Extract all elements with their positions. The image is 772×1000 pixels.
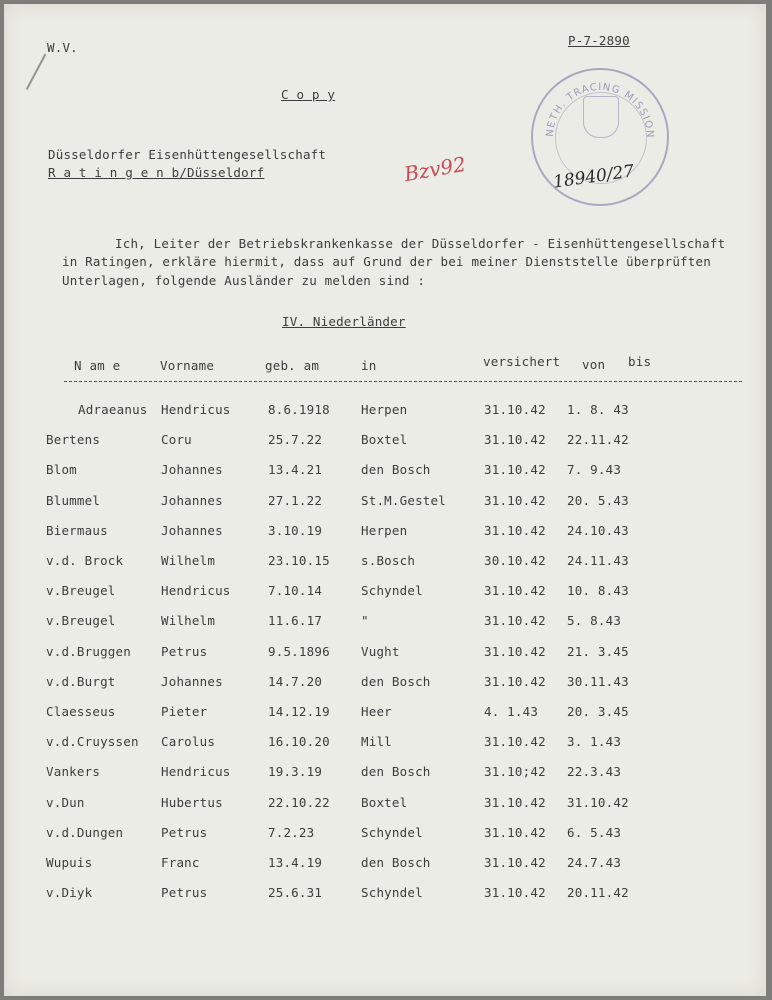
surname-cell: v.d.Burgt (46, 673, 116, 689)
place-cell: Schyndel (361, 824, 423, 840)
col-header-bis: bis (628, 354, 652, 369)
red-handwritten-mark: Bzv92 (402, 151, 468, 187)
insured-until-cell: 10. 8.43 (567, 583, 629, 599)
surname-cell: Vankers (46, 764, 101, 780)
surname-cell: v.d.Cruyssen (46, 734, 139, 750)
place-cell: Mill (361, 734, 392, 750)
surname-cell: Claesseus (46, 704, 116, 719)
surname-cell: v.d.Bruggen (46, 643, 131, 659)
company-location: R a t i n g e n b/Düsseldorf (48, 165, 265, 180)
insured-until-cell: 21. 3.45 (567, 643, 629, 659)
insured-from-cell: 31.10.42 (484, 462, 546, 478)
insured-until-cell: 6. 5.43 (567, 824, 622, 840)
insured-until-cell: 7. 9.43 (567, 462, 622, 478)
surname-cell: Adraeanus (78, 402, 148, 417)
birthdate-cell: 7.10.14 (268, 583, 323, 599)
insured-from-cell: 31.10.42 (484, 402, 546, 417)
place-cell: Schyndel (361, 885, 423, 901)
birthdate-cell: 14.7.20 (268, 673, 323, 689)
vorname-cell: Petrus (161, 824, 208, 840)
insured-from-cell: 31.10.42 (484, 734, 546, 750)
surname-cell: Blummel (46, 492, 101, 508)
insured-from-cell: 31.10.42 (484, 522, 546, 538)
insured-until-cell: 20. 3.45 (567, 704, 629, 719)
surname-cell: v.Dun (46, 794, 85, 810)
surname-cell: v.Breugel (46, 613, 116, 629)
birthdate-cell: 27.1.22 (268, 492, 323, 508)
vorname-cell: Petrus (161, 885, 208, 901)
insured-until-cell: 3. 1.43 (567, 734, 622, 750)
insured-from-cell: 30.10.42 (484, 553, 546, 568)
vorname-cell: Pieter (161, 704, 208, 719)
place-cell: Schyndel (361, 583, 423, 599)
insured-from-cell: 31.10.42 (484, 885, 546, 901)
vorname-cell: Hendricus (161, 583, 231, 599)
insured-until-cell: 24.7.43 (567, 855, 622, 870)
intro-line-3: Unterlagen, folgende Ausländer zu melden sind : (62, 273, 426, 288)
insured-from-cell: 31.10.42 (484, 855, 546, 870)
intro-line-1: Ich, Leiter der Betriebskrankenkasse der Düsseldorfer - Eisenhüttengesellschaft (115, 236, 726, 251)
insured-from-cell: 31.10.42 (484, 824, 546, 840)
insured-from-cell: 31.10.42 (484, 583, 546, 599)
place-cell: s.Bosch (361, 553, 416, 568)
surname-cell: Biermaus (46, 522, 108, 538)
insured-until-cell: 24.10.43 (567, 522, 629, 538)
birthdate-cell: 13.4.19 (268, 855, 323, 870)
place-cell: " (361, 613, 369, 629)
place-cell: Herpen (361, 522, 408, 538)
insured-from-cell: 31.10.42 (484, 613, 546, 629)
vorname-cell: Johannes (161, 673, 223, 689)
vorname-cell: Franc (161, 855, 200, 870)
wv-label: W.V. (47, 40, 78, 55)
surname-cell: Blom (46, 462, 77, 478)
vorname-cell: Wilhelm (161, 613, 216, 629)
surname-cell: Bertens (46, 432, 101, 448)
insured-until-cell: 1. 8. 43 (567, 402, 629, 417)
birthdate-cell: 9.5.1896 (268, 643, 330, 659)
vorname-cell: Johannes (161, 522, 223, 538)
vorname-cell: Carolus (161, 734, 216, 750)
insured-until-cell: 30.11.43 (567, 673, 629, 689)
place-cell: Vught (361, 643, 400, 659)
insured-from-cell: 31.10.42 (484, 432, 546, 448)
insured-from-cell: 31.10.42 (484, 673, 546, 689)
place-cell: Herpen (361, 402, 408, 417)
stamp-handwritten-number: 18940/27 (552, 161, 636, 193)
insured-from-cell: 31.10.42 (484, 643, 546, 659)
col-header-in: in (361, 358, 377, 373)
birthdate-cell: 23.10.15 (268, 553, 330, 568)
insured-until-cell: 22.3.43 (567, 764, 622, 780)
surname-cell: v.Diyk (46, 885, 93, 901)
place-cell: Heer (361, 704, 392, 719)
reference-number: P-7-2890 (568, 33, 630, 48)
place-cell: den Bosch (361, 855, 431, 870)
insured-until-cell: 5. 8.43 (567, 613, 622, 629)
place-cell: Boxtel (361, 432, 408, 448)
surname-cell: v.d. Brock (46, 553, 124, 568)
company-name: Düsseldorfer Eisenhüttengesellschaft (48, 147, 327, 162)
vorname-cell: Coru (161, 432, 192, 448)
insured-from-cell: 31.10;42 (484, 764, 546, 780)
insured-from-cell: 31.10.42 (484, 794, 546, 810)
vorname-cell: Hubertus (161, 794, 223, 810)
birthdate-cell: 3.10.19 (268, 522, 323, 538)
birthdate-cell: 25.6.31 (268, 885, 323, 901)
surname-cell: v.Breugel (46, 583, 116, 599)
insured-until-cell: 22.11.42 (567, 432, 629, 448)
col-header-von: von (582, 357, 606, 372)
vorname-cell: Johannes (161, 492, 223, 508)
col-header-versichert: versichert (483, 354, 561, 369)
vorname-cell: Petrus (161, 643, 208, 659)
col-header-name: N am e (74, 358, 121, 373)
insured-until-cell: 24.11.43 (567, 553, 629, 568)
svg-text:NETH. TRACING MISSION: NETH. TRACING MISSION (544, 81, 656, 139)
place-cell: den Bosch (361, 673, 431, 689)
insured-until-cell: 31.10.42 (567, 794, 629, 810)
vorname-cell: Hendricus (161, 402, 231, 417)
vorname-cell: Johannes (161, 462, 223, 478)
place-cell: Boxtel (361, 794, 408, 810)
birthdate-cell: 19.3.19 (268, 764, 323, 780)
insured-until-cell: 20. 5.43 (567, 492, 629, 508)
birthdate-cell: 14.12.19 (268, 704, 330, 719)
surname-cell: v.d.Dungen (46, 824, 124, 840)
surname-cell: Wupuis (46, 855, 93, 870)
section-title: IV. Niederländer (282, 314, 406, 329)
birthdate-cell: 13.4.21 (268, 462, 323, 478)
document-title: C o p y (281, 87, 336, 102)
vorname-cell: Hendricus (161, 764, 231, 780)
col-header-vorname: Vorname (160, 358, 215, 373)
place-cell: den Bosch (361, 462, 431, 478)
col-header-geb: geb. am (265, 358, 320, 373)
place-cell: St.M.Gestel (361, 492, 446, 508)
insured-from-cell: 31.10.42 (484, 492, 546, 508)
insured-from-cell: 4. 1.43 (484, 704, 539, 719)
birthdate-cell: 8.6.1918 (268, 402, 330, 417)
vorname-cell: Wilhelm (161, 553, 216, 568)
place-cell: den Bosch (361, 764, 431, 780)
birthdate-cell: 22.10.22 (268, 794, 330, 810)
header-rule (64, 381, 742, 383)
intro-line-2: in Ratingen, erkläre hiermit, dass auf Grund der bei meiner Dienststelle überprüften (62, 254, 711, 269)
birthdate-cell: 16.10.20 (268, 734, 330, 750)
birthdate-cell: 25.7.22 (268, 432, 323, 448)
birthdate-cell: 11.6.17 (268, 613, 323, 629)
crest-icon (583, 96, 619, 138)
insured-until-cell: 20.11.42 (567, 885, 629, 901)
birthdate-cell: 7.2.23 (268, 824, 315, 840)
